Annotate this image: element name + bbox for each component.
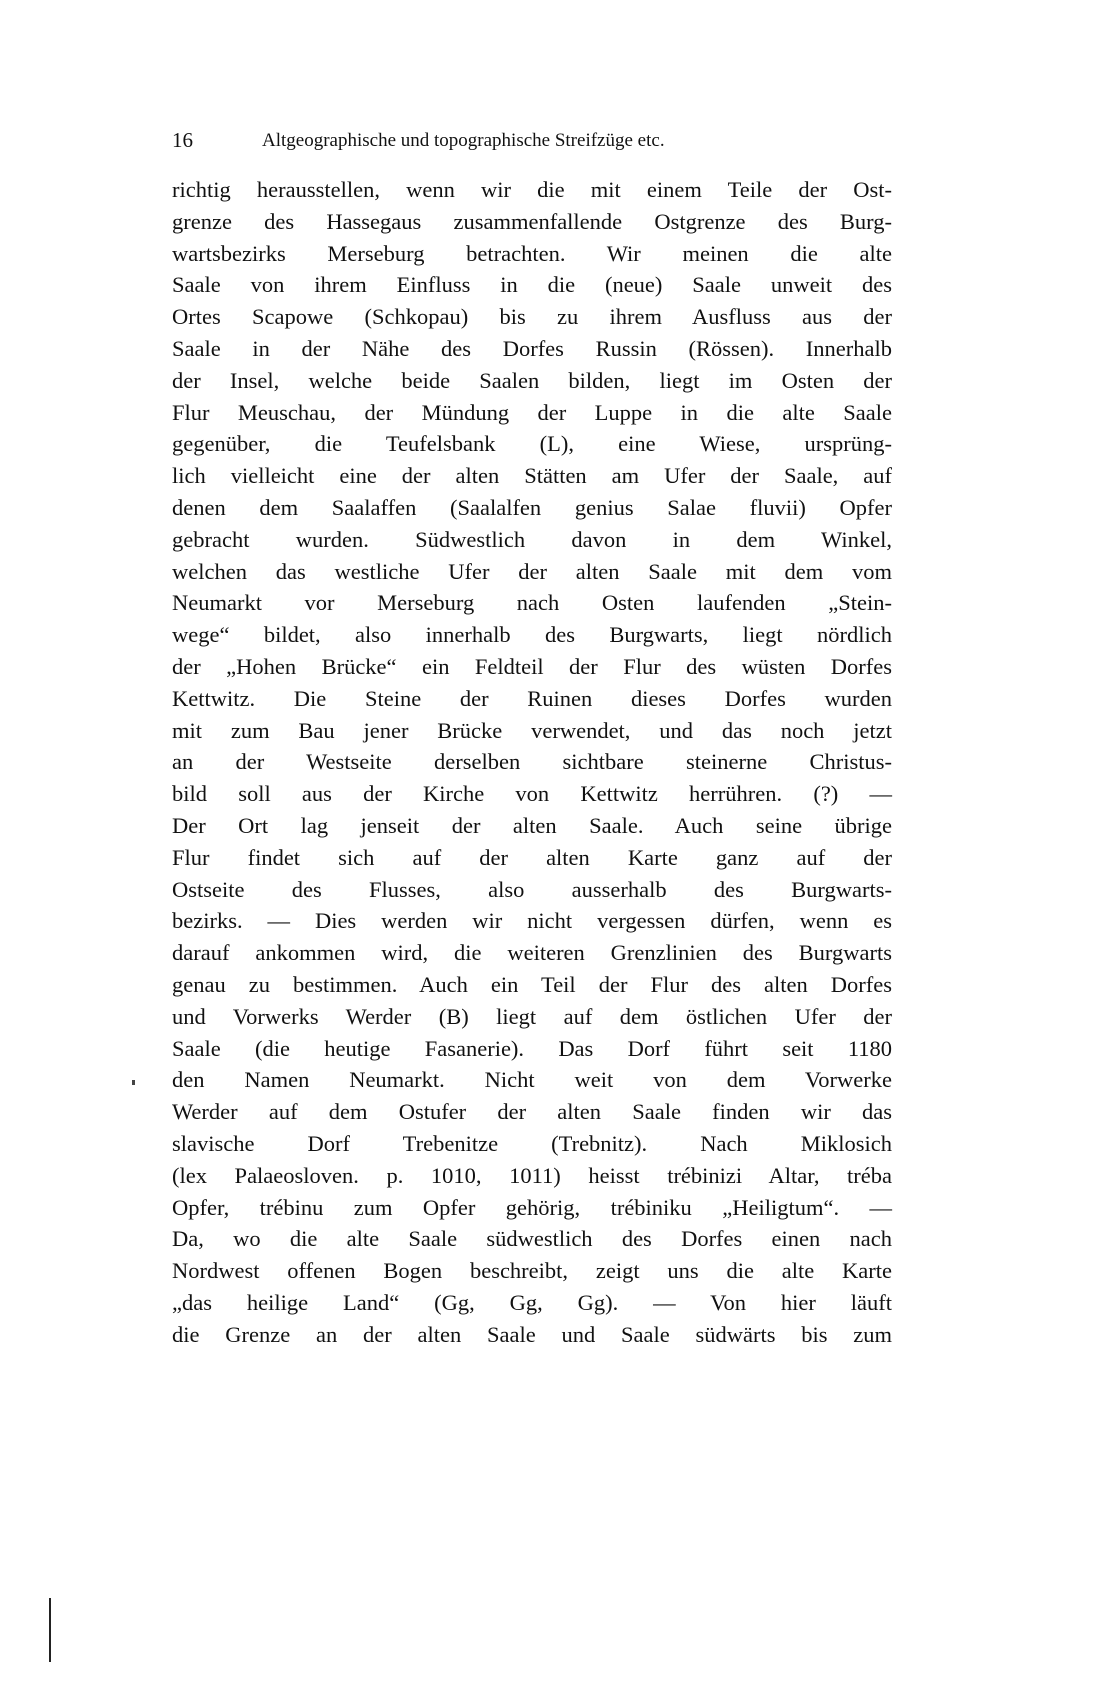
text-line: Werder auf dem Ostufer der alten Saale finden wir das xyxy=(172,1099,892,1125)
text-line: Opfer, trébinu zum Opfer gehörig, trébiniku „Heiligtum“. — xyxy=(172,1194,892,1220)
text-line: darauf ankommen wird, die weiteren Grenzlinien des Burgwarts xyxy=(172,940,892,966)
text-line: Der Ort lag jenseit der alten Saale. Auch seine übrige xyxy=(172,812,892,838)
running-title: Altgeographische und topographische Streifzüge etc. xyxy=(262,130,665,151)
text-line: gebracht wurden. Südwestlich davon in dem Winkel, xyxy=(172,526,892,552)
text-line: welchen das westliche Ufer der alten Saale mit dem vom xyxy=(172,558,892,584)
text-line: denen dem Saalaffen (Saalalfen genius Salae fluvii) Opfer xyxy=(172,494,892,520)
text-line: die Grenze an der alten Saale und Saale südwärts bis zum xyxy=(172,1321,892,1347)
scan-edge-line xyxy=(49,1598,51,1662)
text-line: slavische Dorf Trebenitze (Trebnitz). Nach Miklosich xyxy=(172,1130,892,1156)
text-line: Saale (die heutige Fasanerie). Das Dorf führt seit 1180 xyxy=(172,1035,892,1061)
text-line: Ortes Scapowe (Schkopau) bis zu ihrem Ausfluss aus der xyxy=(172,304,892,330)
text-line: richtig herausstellen, wenn wir die mit einem Teile der Ost- xyxy=(172,177,892,202)
text-line: der Insel, welche beide Saalen bilden, liegt im Osten der xyxy=(172,367,892,393)
text-line: Flur Meuschau, der Mündung der Luppe in die alte Saale xyxy=(172,399,892,425)
page-header xyxy=(172,128,892,158)
text-line: Kettwitz. Die Steine der Ruinen dieses Dorfes wurden xyxy=(172,685,892,711)
scan-speck xyxy=(132,1080,135,1085)
text-line: mit zum Bau jener Brücke verwendet, und das noch jetzt xyxy=(172,717,892,743)
text-line: Nordwest offenen Bogen beschreibt, zeigt uns die alte Karte xyxy=(172,1258,892,1284)
text-line: wege“ bildet, also innerhalb des Burgwarts, liegt nördlich xyxy=(172,622,892,648)
text-line: gegenüber, die Teufelsbank (L), eine Wiese, ursprüng- xyxy=(172,431,892,457)
text-line: grenze des Hassegaus zusammenfallende Ostgrenze des Burg- xyxy=(172,208,892,234)
text-line: Ostseite des Flusses, also ausserhalb des Burgwarts- xyxy=(172,876,892,902)
text-line: (lex Palaeosloven. p. 1010, 1011) heisst trébinizi Altar, tréba xyxy=(172,1162,892,1188)
text-line: genau zu bestimmen. Auch ein Teil der Flur des alten Dorfes xyxy=(172,971,892,997)
text-line: Neumarkt vor Merseburg nach Osten laufenden „Stein- xyxy=(172,590,892,616)
body-text xyxy=(172,174,892,1350)
text-line: Saale von ihrem Einfluss in die (neue) Saale unweit des xyxy=(172,272,892,298)
text-line: Flur findet sich auf der alten Karte ganz auf der xyxy=(172,844,892,870)
text-line: Da, wo die alte Saale südwestlich des Dorfes einen nach xyxy=(172,1226,892,1252)
text-line: an der Westseite derselben sichtbare steinerne Christus- xyxy=(172,749,892,775)
text-line: lich vielleicht eine der alten Stätten am Ufer der Saale, auf xyxy=(172,463,892,489)
text-line: den Namen Neumarkt. Nicht weit von dem Vorwerke xyxy=(172,1067,892,1093)
text-line: wartsbezirks Merseburg betrachten. Wir meinen die alte xyxy=(172,240,892,266)
text-line: der „Hohen Brücke“ ein Feldteil der Flur des wüsten Dorfes xyxy=(172,653,892,679)
text-line: Saale in der Nähe des Dorfes Russin (Rössen). Innerhalb xyxy=(172,335,892,361)
text-line: bild soll aus der Kirche von Kettwitz herrühren. (?) — xyxy=(172,781,892,807)
text-line: bezirks. — Dies werden wir nicht vergessen dürfen, wenn es xyxy=(172,908,892,934)
text-line: „das heilige Land“ (Gg, Gg, Gg). — Von hier läuft xyxy=(172,1289,892,1315)
text-line: und Vorwerks Werder (B) liegt auf dem östlichen Ufer der xyxy=(172,1003,892,1029)
page-number: 16 xyxy=(172,128,193,152)
